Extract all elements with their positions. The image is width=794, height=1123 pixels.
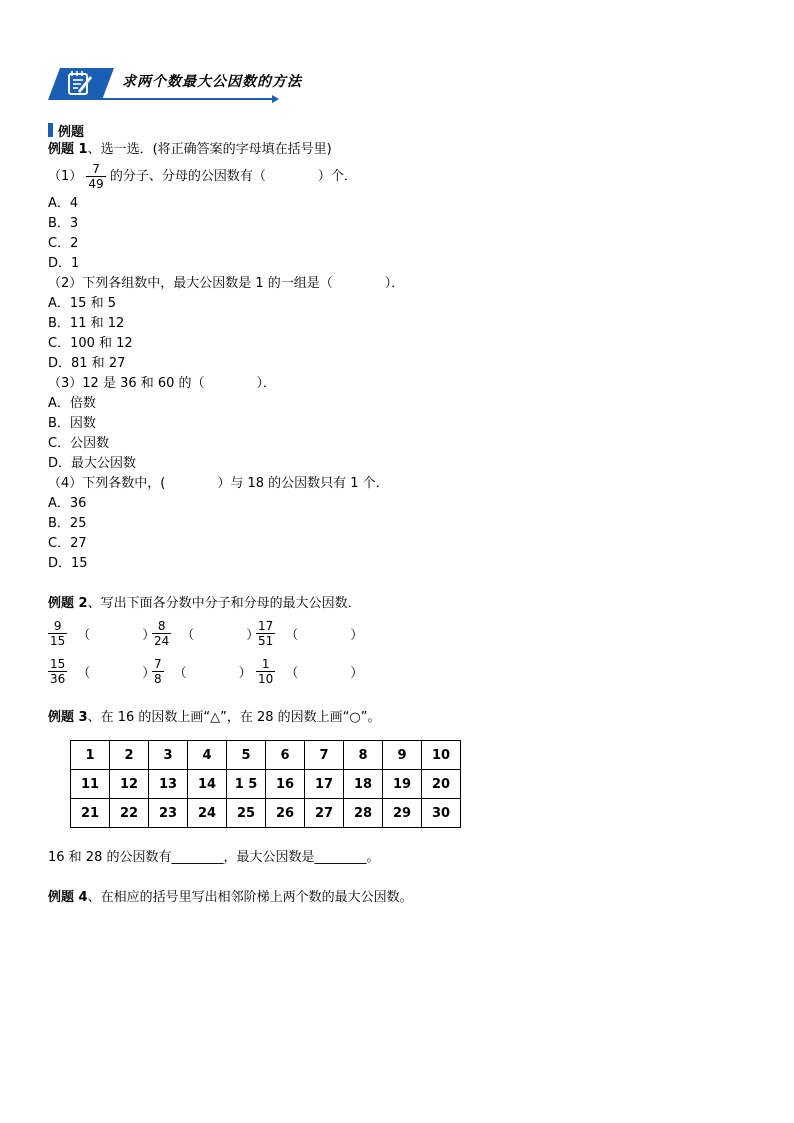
fraction [48, 619, 67, 648]
ex3-text: 、在 16 的因数上画“△”，在 28 的因数上画“○”。 [87, 710, 381, 725]
answer-paren: （ ） [77, 627, 156, 643]
fraction-numerator: 8 [152, 619, 171, 634]
fraction-numerator: 15 [50, 656, 66, 671]
option: C．公因数 [48, 436, 110, 451]
ex1-q1 [48, 160, 748, 194]
grid-cell: 10 [422, 741, 461, 770]
fraction-item [48, 618, 156, 648]
grid-cell: 16 [266, 770, 305, 799]
underline-arrow [272, 95, 279, 103]
ex1-q4: （4）下列各数中，( ）与 18 的公因数只有 1 个． [48, 476, 389, 491]
ex2-text: 、写出下面各分数中分子和分母的最大公因数． [87, 596, 361, 611]
ex4-text: 、在相应的括号里写出相邻阶梯上两个数的最大公因数。 [87, 890, 413, 905]
fraction [256, 619, 275, 648]
header-banner [48, 68, 302, 104]
option: B．11 和 12 [48, 316, 125, 331]
ex1-q2: （2）下列各组数中，最大公因数是 1 的一组是（ ）． [48, 276, 405, 291]
fraction-numerator: 17 [258, 618, 274, 633]
title-underline [96, 98, 274, 100]
option: C．100 和 12 [48, 336, 133, 351]
option: D．15 [48, 556, 88, 571]
grid-cell: 26 [266, 799, 305, 828]
grid-cell: 4 [188, 741, 227, 770]
grid-cell: 17 [305, 770, 344, 799]
grid-cell: 3 [149, 741, 188, 770]
ex2-label: 例题 2 [48, 596, 88, 611]
spacer [48, 728, 748, 740]
ex2-row-2 [48, 652, 748, 690]
grid-cell: 20 [422, 770, 461, 799]
grid-cell: 23 [149, 799, 188, 828]
answer-paren: （ ） [285, 665, 364, 681]
ex1-q1-prefix: （1） [48, 169, 83, 184]
grid-cell: 1 [71, 741, 110, 770]
fraction [152, 619, 171, 648]
fraction-denominator: 8 [154, 671, 162, 686]
grid-cell: 9 [383, 741, 422, 770]
option: A．倍数 [48, 396, 96, 411]
grid-cell: 28 [344, 799, 383, 828]
fraction-item [256, 618, 364, 648]
grid-cell: 30 [422, 799, 461, 828]
fraction-denominator: 10 [258, 671, 274, 686]
option: D．1 [48, 256, 80, 271]
fraction-denominator: 51 [258, 633, 274, 648]
ex1-q1-fraction [86, 162, 105, 191]
spacer [48, 574, 748, 594]
answer-paren: （ ） [285, 627, 364, 643]
grid-cell: 29 [383, 799, 422, 828]
spacer [48, 828, 748, 848]
grid-row [71, 741, 461, 770]
fraction-denominator: 24 [154, 633, 170, 648]
page-title: 求两个数最大公因数的方法 [122, 74, 302, 90]
grid-cell: 12 [110, 770, 149, 799]
spacer [48, 690, 748, 708]
grid-cell: 21 [71, 799, 110, 828]
section-marker [48, 123, 53, 137]
grid-cell: 24 [188, 799, 227, 828]
option: C．2 [48, 236, 79, 251]
grid-cell: 18 [344, 770, 383, 799]
fraction-numerator: 9 [48, 619, 67, 634]
option: A．4 [48, 196, 79, 211]
ex3-intro [48, 708, 748, 728]
answer-paren: （ ） [181, 627, 260, 643]
notepad-pencil-icon [48, 68, 114, 100]
grid-row [71, 799, 461, 828]
grid-cell: 25 [227, 799, 266, 828]
grid-cell: 11 [71, 770, 110, 799]
grid-cell: 6 [266, 741, 305, 770]
fraction [152, 657, 164, 686]
ex1-q3: （3）12 是 36 和 60 的（ ）． [48, 376, 277, 391]
fraction [48, 657, 67, 686]
ex1-intro [48, 140, 748, 160]
ex4-label: 例题 4 [48, 890, 88, 905]
fraction-denominator: 36 [50, 671, 66, 686]
ex3-answer-line: 16 和 28 的公因数有________，最大公因数是________。 [48, 850, 380, 865]
grid-cell: 13 [149, 770, 188, 799]
grid-cell: 5 [227, 741, 266, 770]
answer-paren: （ ） [77, 665, 156, 681]
option: C．27 [48, 536, 87, 551]
section-heading [48, 120, 748, 140]
grid-cell: 27 [305, 799, 344, 828]
fraction-item [152, 657, 256, 686]
grid-cell: 8 [344, 741, 383, 770]
fraction-item [48, 656, 156, 686]
ex1-label: 例题 1 [48, 142, 88, 157]
option: D．最大公因数 [48, 456, 137, 471]
fraction-numerator: 7 [86, 162, 105, 177]
fraction-item [152, 618, 260, 648]
fraction-denominator: 15 [50, 633, 66, 648]
spacer [48, 868, 748, 888]
fraction-numerator: 1 [256, 657, 275, 672]
fraction-item [256, 656, 364, 686]
option: B．25 [48, 516, 87, 531]
option: D．81 和 27 [48, 356, 126, 371]
option: B．3 [48, 216, 79, 231]
grid-cell: 22 [110, 799, 149, 828]
option: A．36 [48, 496, 87, 511]
ex1-q1-text: 的分子、分母的公因数有（ ）个． [109, 169, 357, 184]
grid-cell: 2 [110, 741, 149, 770]
grid-cell: 19 [383, 770, 422, 799]
ex4-intro [48, 888, 748, 908]
fraction-numerator: 7 [154, 656, 162, 671]
grid-row [71, 770, 461, 799]
ex3-label: 例题 3 [48, 710, 88, 725]
fraction-denominator: 49 [88, 177, 104, 191]
option: B．因数 [48, 416, 96, 431]
ex1-intro-text: 、选一选．(将正确答案的字母填在括号里) [87, 142, 332, 157]
section-label: 例题 [58, 124, 85, 140]
ex2-intro [48, 594, 748, 614]
grid-cell: 1 5 [227, 770, 266, 799]
fraction [256, 657, 275, 686]
option: A．15 和 5 [48, 296, 116, 311]
number-grid [70, 740, 461, 828]
ex2-row-1 [48, 614, 748, 652]
worksheet-content [48, 120, 748, 908]
grid-cell: 7 [305, 741, 344, 770]
answer-paren: （ ） [173, 665, 252, 681]
grid-cell: 14 [188, 770, 227, 799]
